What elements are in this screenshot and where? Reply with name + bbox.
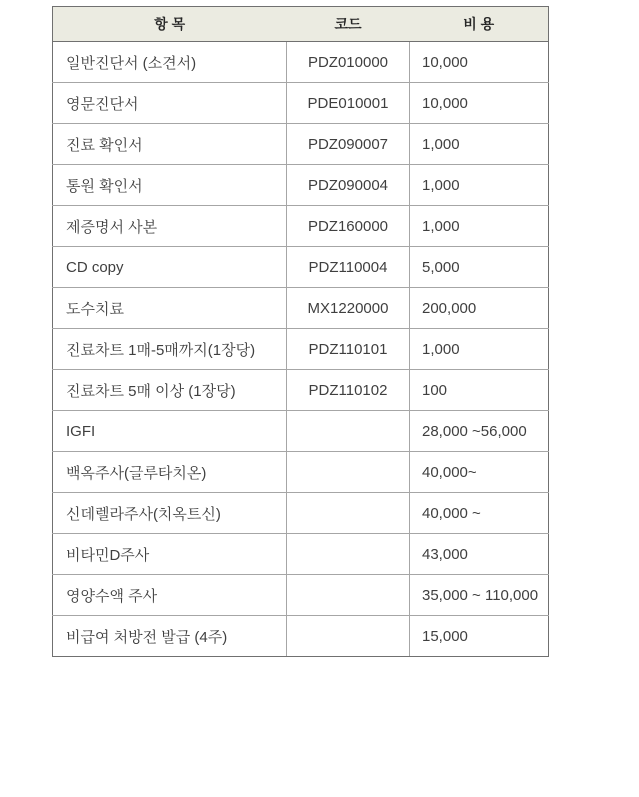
fee-table-header [53,7,549,42]
header-code: 코드 [287,7,410,42]
item-cell: 신데렐라주사(치옥트신) [53,493,287,534]
table-row [53,575,549,616]
item-cell: 일반진단서 (소견서) [53,42,287,83]
item-cell: 백옥주사(글루타치온) [53,452,287,493]
item-cell: 비급여 처방전 발급 (4주) [53,616,287,657]
item-cell: CD copy [53,247,287,288]
cost-cell: 40,000 ~ [410,493,549,534]
table-row [53,247,549,288]
table-body [53,42,549,657]
item-cell: 진료차트 1매-5매까지(1장당) [53,329,287,370]
header-item: 항 목 [53,7,287,42]
cost-cell: 1,000 [410,329,549,370]
table-row [53,616,549,657]
item-cell: IGFI [53,411,287,452]
code-cell [287,575,410,616]
cost-cell: 200,000 [410,288,549,329]
table-row [53,493,549,534]
fee-table [52,6,549,657]
code-cell: PDE010001 [287,83,410,124]
table-row [53,370,549,411]
table-row [53,165,549,206]
cost-cell: 100 [410,370,549,411]
item-cell: 도수치료 [53,288,287,329]
code-cell: PDZ110101 [287,329,410,370]
item-cell: 영양수액 주사 [53,575,287,616]
code-cell: PDZ110004 [287,247,410,288]
code-cell [287,534,410,575]
cost-cell: 1,000 [410,124,549,165]
table-row [53,206,549,247]
cost-cell: 1,000 [410,206,549,247]
cost-cell: 35,000 ~ 110,000 [410,575,549,616]
code-cell: MX1220000 [287,288,410,329]
cost-cell: 10,000 [410,83,549,124]
code-cell [287,616,410,657]
item-cell: 통원 확인서 [53,165,287,206]
item-cell: 비타민D주사 [53,534,287,575]
item-cell: 영문진단서 [53,83,287,124]
item-cell: 제증명서 사본 [53,206,287,247]
code-cell [287,452,410,493]
cost-cell: 5,000 [410,247,549,288]
code-cell: PDZ160000 [287,206,410,247]
cost-cell: 1,000 [410,165,549,206]
cost-cell: 10,000 [410,42,549,83]
table-row [53,329,549,370]
cost-cell: 43,000 [410,534,549,575]
table-row [53,124,549,165]
code-cell: PDZ090007 [287,124,410,165]
table-row [53,83,549,124]
table-row [53,288,549,329]
cost-cell: 28,000 ~56,000 [410,411,549,452]
cost-cell: 40,000~ [410,452,549,493]
cost-cell: 15,000 [410,616,549,657]
table-row [53,534,549,575]
code-cell [287,411,410,452]
header-cost: 비 용 [410,7,549,42]
code-cell: PDZ010000 [287,42,410,83]
table-row [53,42,549,83]
code-cell [287,493,410,534]
table-row [53,411,549,452]
table-row [53,452,549,493]
header-row [53,7,549,42]
item-cell: 진료차트 5매 이상 (1장당) [53,370,287,411]
code-cell: PDZ090004 [287,165,410,206]
code-cell: PDZ110102 [287,370,410,411]
item-cell: 진료 확인서 [53,124,287,165]
